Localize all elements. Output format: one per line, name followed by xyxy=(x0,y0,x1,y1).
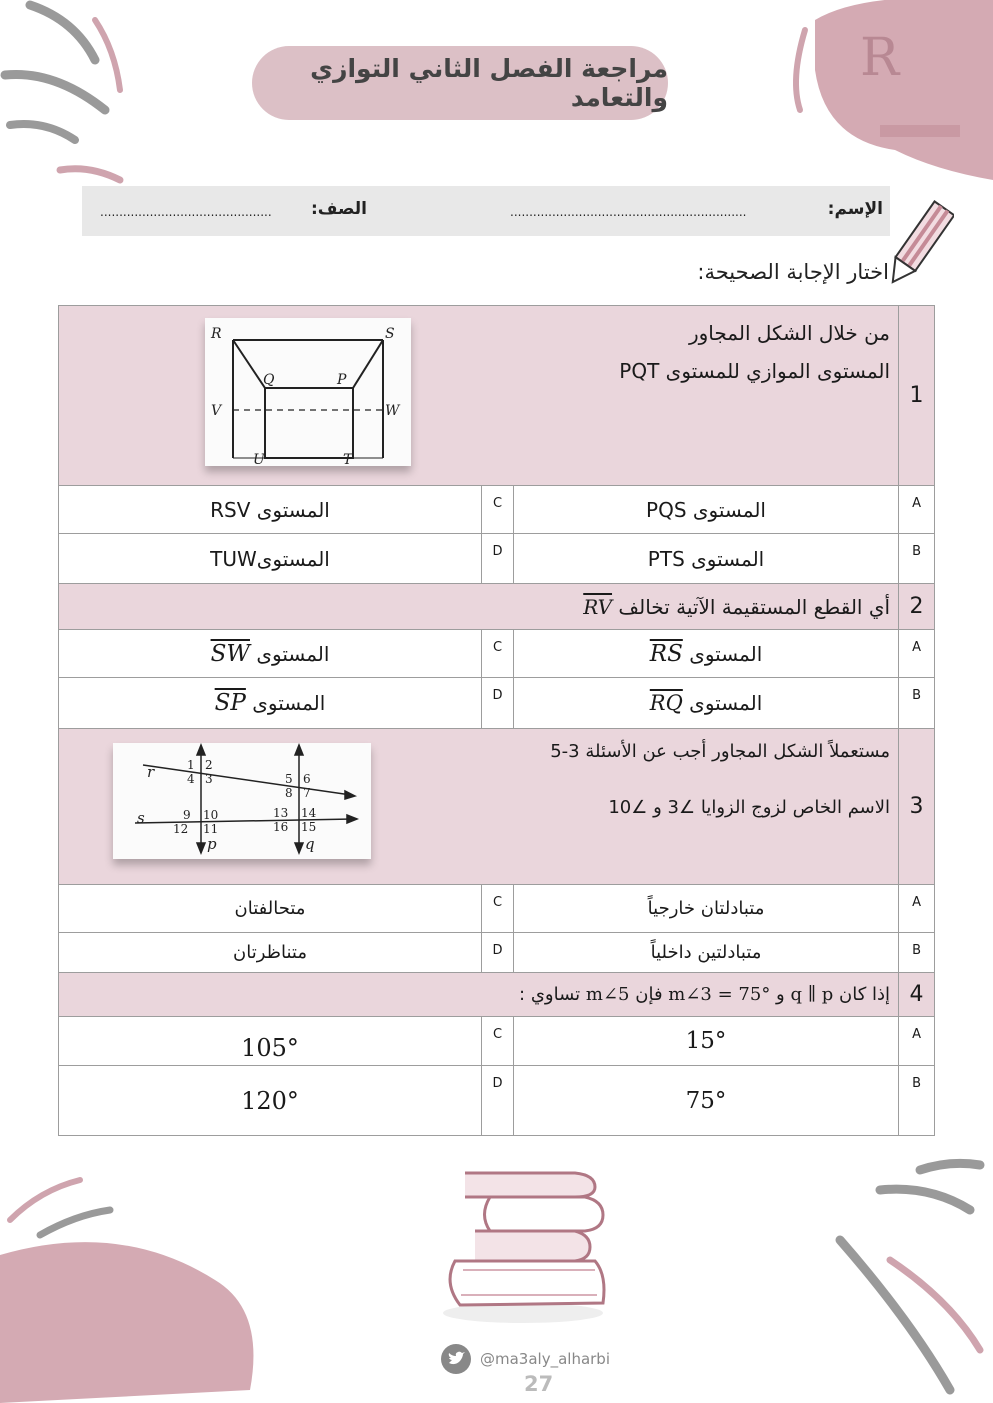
option-4B[interactable]: 75° xyxy=(514,1066,899,1136)
question-4-if: إذا كان xyxy=(839,983,891,1005)
line-r-label: r xyxy=(147,763,155,781)
option-4C[interactable]: 105° xyxy=(59,1017,482,1066)
page-title: مراجعة الفصل الثاني التوازي والتعامد xyxy=(310,54,668,112)
angle-2: 2 xyxy=(205,758,213,772)
letter-B: B xyxy=(899,534,935,584)
question-3-line2: الاسم الخاص لزوج الزوايا ∠3 و ∠10 xyxy=(608,797,891,818)
books-stack-icon xyxy=(435,1165,615,1325)
segment-RQ: RQ xyxy=(649,691,683,715)
option-3D[interactable]: متناظرتان xyxy=(59,933,482,973)
question-1-line2: المستوى الموازي للمستوى PQT xyxy=(619,359,891,383)
option-4D[interactable]: 120° xyxy=(59,1066,482,1136)
svg-text:R: R xyxy=(860,28,900,88)
question-1-line1: من خلال الشكل المجاور xyxy=(688,321,891,345)
letter-B: B xyxy=(899,678,935,729)
page-number: 27 xyxy=(524,1372,554,1396)
question-1-number: 1 xyxy=(899,306,935,486)
option-1B[interactable]: المستوى PTS xyxy=(514,534,899,584)
prism-figure xyxy=(205,318,411,466)
option-1C[interactable]: المستوى RSV xyxy=(59,486,482,534)
twitter-handle[interactable]: @ma3aly_alharbi xyxy=(480,1350,610,1368)
option-4A[interactable]: 15° xyxy=(514,1017,899,1066)
question-4-number: 4 xyxy=(899,973,935,1017)
top-left-decoration xyxy=(0,0,150,200)
question-row-3 xyxy=(59,729,935,885)
top-right-logo-blob xyxy=(785,0,993,200)
letter-A: A xyxy=(899,486,935,534)
segment-SW: SW xyxy=(210,640,250,667)
answer-row xyxy=(59,1066,935,1136)
angle-16: 16 xyxy=(273,820,289,834)
label-S: S xyxy=(385,326,395,342)
answer-row xyxy=(59,486,935,534)
segment-RV: RV xyxy=(583,594,613,619)
angle-3: 3 xyxy=(205,772,213,786)
label-U: U xyxy=(253,452,265,466)
question-3-line1: مستعملاً الشكل المجاور أجب عن الأسئلة 3-5 xyxy=(550,741,891,762)
name-label: الإسم: xyxy=(827,199,883,219)
line-p-label: p xyxy=(207,835,217,853)
option-prefix: المستوى xyxy=(689,691,763,715)
class-label: الصف: xyxy=(310,199,367,219)
line-q-label: q xyxy=(305,835,315,853)
segment-RS: RS xyxy=(649,640,683,667)
angle-9: 9 xyxy=(183,808,191,822)
answer-row xyxy=(59,933,935,973)
option-3A[interactable]: متبادلتان خارجياً xyxy=(514,885,899,933)
line-s-label: s xyxy=(137,809,145,827)
question-4-body xyxy=(59,973,899,1017)
letter-D: D xyxy=(482,678,514,729)
bottom-right-decoration xyxy=(820,1150,993,1403)
option-2C[interactable] xyxy=(59,630,482,678)
angle-6: 6 xyxy=(303,772,311,786)
answer-row xyxy=(59,678,935,729)
question-4-condition: q ∥ p و m∠3 = 75° فإن m∠5 xyxy=(585,983,834,1005)
bottom-left-decoration xyxy=(0,1160,270,1403)
twitter-icon xyxy=(441,1344,471,1374)
option-2A[interactable] xyxy=(514,630,899,678)
angle-13: 13 xyxy=(273,806,289,820)
option-2B[interactable] xyxy=(514,678,899,729)
question-row-4 xyxy=(59,973,935,1017)
letter-A: A xyxy=(899,885,935,933)
letter-D: D xyxy=(482,933,514,973)
label-W: W xyxy=(385,403,400,419)
label-R: R xyxy=(211,326,222,342)
question-row-1 xyxy=(59,306,935,486)
angle-1: 1 xyxy=(187,758,195,772)
answer-row xyxy=(59,630,935,678)
angle-11: 11 xyxy=(203,822,219,836)
questions-table xyxy=(58,305,935,1136)
pencil-icon xyxy=(882,198,954,294)
option-3C[interactable]: متحالفتان xyxy=(59,885,482,933)
answer-row xyxy=(59,534,935,584)
angle-14: 14 xyxy=(301,806,317,820)
letter-C: C xyxy=(482,885,514,933)
letter-B: B xyxy=(899,1066,935,1136)
question-3-number: 3 xyxy=(899,729,935,885)
question-2-body xyxy=(59,584,899,630)
label-T: T xyxy=(343,452,353,466)
letter-C: C xyxy=(482,630,514,678)
letter-C: C xyxy=(482,1017,514,1066)
letter-A: A xyxy=(899,630,935,678)
label-Q: Q xyxy=(263,372,275,388)
angle-4: 4 xyxy=(187,772,195,786)
angle-7: 7 xyxy=(303,786,311,800)
angle-12: 12 xyxy=(173,822,189,836)
question-2-text: أي القطع المستقيمة الآتية تخالف xyxy=(618,594,891,619)
option-prefix: المستوى xyxy=(689,641,763,666)
name-blank[interactable]: .............................................................. xyxy=(510,205,747,219)
question-4-equals: تساوي : xyxy=(519,983,581,1005)
question-1-body xyxy=(59,306,899,486)
letter-C: C xyxy=(482,486,514,534)
option-3B[interactable]: متبادلتين داخلياً xyxy=(514,933,899,973)
class-blank[interactable]: ............................................. xyxy=(100,205,272,219)
parallel-lines-figure xyxy=(113,743,371,859)
letter-D: D xyxy=(482,1066,514,1136)
option-prefix: المستوى xyxy=(252,691,326,715)
answer-row xyxy=(59,885,935,933)
answer-row xyxy=(59,1017,935,1066)
angle-10: 10 xyxy=(203,808,219,822)
option-1A[interactable]: المستوى PQS xyxy=(514,486,899,534)
letter-D: D xyxy=(482,534,514,584)
letter-A: A xyxy=(899,1017,935,1066)
angle-8: 8 xyxy=(285,786,293,800)
option-1D[interactable]: المستوىTUW xyxy=(59,534,482,584)
label-V: V xyxy=(211,403,222,419)
instruction-text: اختار الإجابة الصحيحة: xyxy=(697,260,889,284)
question-2-number: 2 xyxy=(899,584,935,630)
segment-SP: SP xyxy=(214,690,246,716)
option-2D[interactable] xyxy=(59,678,482,729)
angle-5: 5 xyxy=(285,772,293,786)
question-row-2 xyxy=(59,584,935,630)
letter-B: B xyxy=(899,933,935,973)
option-prefix: المستوى xyxy=(256,641,330,666)
question-3-body xyxy=(59,729,899,885)
label-P: P xyxy=(337,372,347,388)
angle-15: 15 xyxy=(301,820,317,834)
